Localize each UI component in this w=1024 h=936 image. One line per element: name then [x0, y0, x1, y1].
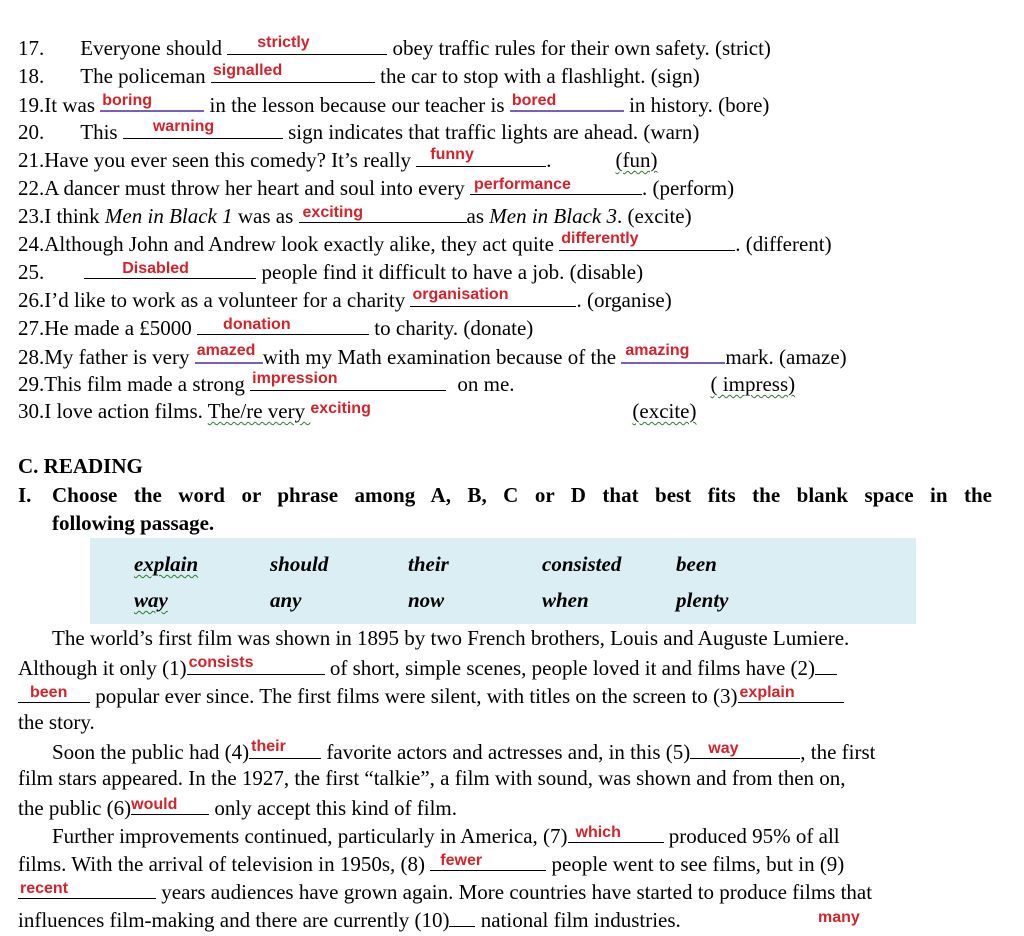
exercise-line-24	[18, 230, 832, 256]
exercise-line-19	[18, 90, 769, 117]
line-text: was as	[232, 204, 299, 228]
answer-text: consists	[188, 654, 254, 671]
exercise-line-22	[18, 174, 734, 200]
line-text: on me.	[452, 372, 515, 396]
line-text: . (perform)	[641, 176, 735, 200]
answer-text: strictly	[257, 34, 310, 51]
answer-blank[interactable]	[100, 90, 204, 112]
answer-blank-9[interactable]	[18, 878, 156, 899]
answer-blank-1[interactable]	[187, 654, 325, 675]
line-text: . (different)	[735, 232, 832, 256]
line-text: sign indicates that traffic lights are ahead. (warn)	[282, 120, 700, 144]
line-text: with my Math examination because of the	[262, 345, 622, 369]
word-box-item: consisted	[542, 552, 622, 576]
passage-line	[18, 878, 872, 904]
item-number: 30.	[18, 399, 45, 423]
line-text: only accept this kind of film.	[209, 796, 458, 820]
answer-text: organisation	[412, 286, 509, 303]
answer-blank-4[interactable]	[249, 738, 321, 759]
answer-blank[interactable]	[559, 230, 735, 251]
word-box-item: should	[270, 552, 329, 576]
line-text: as	[466, 204, 490, 228]
line-text: My father is very	[44, 345, 195, 369]
item-number: 19.	[18, 93, 45, 117]
line-text: popular ever since. The first films were silent, with titles on the screen to (3)	[90, 684, 738, 708]
answer-text: been	[30, 684, 68, 701]
line-text: I love action films.	[44, 399, 208, 423]
line-text: Although John and Andrew look exactly alike, they act quite	[44, 232, 560, 256]
passage-line	[18, 654, 837, 680]
line-text: Although it only (1)	[18, 656, 187, 680]
line-text: films. With the arrival of television in 1950s, (8)	[18, 852, 431, 876]
answer-blank[interactable]	[510, 90, 624, 112]
exercise-line-28	[18, 342, 847, 369]
answer-blank[interactable]	[410, 286, 576, 307]
word-hint: ( impress)	[710, 372, 796, 396]
passage-line	[18, 794, 457, 820]
answer-blank[interactable]	[416, 146, 546, 167]
exercise-line-20	[18, 118, 699, 144]
line-text: A dancer must throw her heart and soul into every	[44, 176, 470, 200]
word-box-item: plenty	[676, 588, 729, 612]
instruction-number: I.	[18, 483, 32, 507]
item-number: 26.	[18, 288, 45, 312]
exercise-line-25	[18, 258, 643, 284]
line-text: .	[546, 148, 552, 172]
answer-blank[interactable]	[621, 342, 725, 364]
instruction-line-1: Choose the word or phrase among A, B, C or D that best fits the blank space in the	[52, 483, 992, 507]
answer-blank[interactable]	[197, 314, 369, 335]
line-text: Everyone should	[80, 36, 228, 60]
line-text: I think	[44, 204, 105, 228]
item-number: 24.	[18, 232, 45, 256]
item-number: 27.	[18, 316, 45, 340]
exercise-line-30	[18, 398, 697, 423]
line-text: It was	[44, 93, 101, 117]
exercise-line-23	[18, 202, 692, 228]
line-text: people find it difficult to have a job. (disable)	[256, 260, 644, 284]
line-text: people went to see films, but in (9)	[546, 852, 845, 876]
answer-blank[interactable]	[195, 342, 263, 364]
answer-text: amazing	[625, 342, 690, 359]
exercise-line-17	[18, 34, 771, 60]
line-text: national film industries.	[475, 908, 681, 932]
passage-line	[18, 682, 844, 708]
line-text: Have you ever seen this comedy? It’s really	[44, 148, 417, 172]
exercise-line-18	[18, 62, 700, 88]
line-text: , the first	[800, 740, 876, 764]
word-box-item: now	[408, 588, 445, 612]
answer-text: impression	[252, 370, 338, 387]
answer-text: fewer	[440, 852, 483, 869]
line-text: He made a £5000	[44, 316, 198, 340]
answer-text: recent	[20, 880, 69, 897]
answer-text: performance	[473, 176, 571, 193]
passage-line: the story.	[18, 710, 95, 734]
line-text: to charity. (donate)	[369, 316, 534, 340]
exercise-line-26	[18, 286, 672, 312]
answer-blank-5[interactable]	[690, 738, 800, 759]
answer-blank[interactable]	[299, 202, 467, 223]
answer-blank[interactable]	[250, 370, 446, 391]
word-box-item: explain	[134, 552, 199, 576]
passage-line	[18, 850, 844, 876]
line-text: . (excite)	[616, 204, 692, 228]
answer-text: exciting	[310, 400, 371, 417]
item-number: 25.	[18, 260, 45, 284]
exercise-line-27	[18, 314, 533, 340]
answer-text: boring	[102, 92, 153, 109]
line-text: Further improvements continued, particularly in America, (7)	[52, 824, 568, 848]
answer-blank[interactable]	[211, 62, 375, 83]
answer-text: would	[131, 796, 178, 813]
answer-blank[interactable]	[310, 398, 506, 418]
item-number: 20.	[18, 120, 45, 144]
word-box-item: been	[676, 552, 717, 576]
film-title: Men in Black 1	[104, 204, 233, 228]
item-number: 22.	[18, 176, 45, 200]
line-text: of short, simple scenes, people loved it and films have (2)	[324, 656, 816, 680]
word-box-item: when	[542, 588, 589, 612]
answer-text: bored	[511, 92, 557, 109]
answer-blank-8[interactable]	[430, 850, 546, 871]
item-number: 21.	[18, 148, 45, 172]
passage-line	[52, 822, 840, 848]
film-title: Men in Black 3	[489, 204, 617, 228]
passage-line	[18, 906, 681, 932]
line-text: the car to stop with a flashlight. (sign)	[374, 64, 700, 88]
line-text: produced 95% of all	[663, 824, 840, 848]
line-text: The/re very	[207, 399, 311, 423]
answer-blank-10[interactable]	[449, 906, 475, 927]
line-text: The policeman	[80, 64, 211, 88]
item-number: 17.	[18, 36, 45, 60]
answer-blank-2[interactable]	[815, 654, 837, 675]
answer-blank[interactable]	[84, 258, 256, 279]
line-text: obey traffic rules for their own safety. (strict)	[387, 36, 771, 60]
item-number: 23.	[18, 204, 45, 228]
line-text: This film made a strong	[44, 372, 251, 396]
instruction-line-2: following passage.	[52, 511, 215, 535]
answer-blank[interactable]	[227, 34, 387, 55]
passage-line: The world’s first film was shown in 1895 by two French brothers, Louis and Auguste Lumiere.	[52, 626, 850, 650]
answer-text: donation	[223, 316, 291, 333]
item-number: 29.	[18, 372, 45, 396]
answer-text-10: many	[818, 909, 860, 926]
line-text: Soon the public had (4)	[52, 740, 250, 764]
line-text: influences film-making and there are currently (10)	[18, 908, 450, 932]
line-text: in the lesson because our teacher is	[204, 93, 510, 117]
answer-blank-2-cont[interactable]	[18, 682, 90, 703]
line-text: This	[80, 120, 123, 144]
line-text: the public (6)	[18, 796, 132, 820]
line-text: years audiences have grown again. More countries have started to produce films that	[156, 880, 873, 904]
word-box-item: way	[134, 588, 168, 612]
line-text: I’d like to work as a volunteer for a charity	[44, 288, 411, 312]
answer-blank[interactable]	[470, 174, 642, 195]
answer-blank-7[interactable]	[568, 822, 664, 843]
answer-text: amazed	[196, 342, 256, 359]
line-text: in history. (bore)	[623, 93, 770, 117]
answer-text: which	[575, 824, 621, 841]
word-hint: (excite)	[632, 399, 697, 423]
answer-text: differently	[561, 230, 639, 247]
answer-text: exciting	[302, 204, 363, 221]
word-box	[90, 538, 916, 624]
answer-text: explain	[739, 684, 795, 701]
answer-text: their	[251, 738, 286, 755]
item-number: 28.	[18, 345, 45, 369]
answer-blank-3[interactable]	[738, 682, 844, 703]
exercise-line-29	[18, 370, 795, 396]
answer-text: signalled	[212, 62, 283, 79]
answer-blank-6[interactable]	[131, 794, 209, 815]
exercise-line-21	[18, 146, 658, 172]
section-title: C. READING	[18, 454, 143, 478]
answer-text: Disabled	[122, 260, 189, 277]
answer-blank[interactable]	[123, 118, 283, 139]
line-text: mark. (amaze)	[725, 345, 847, 369]
answer-text: warning	[152, 118, 215, 135]
word-box-item: their	[408, 552, 449, 576]
word-box-item: any	[270, 588, 302, 612]
answer-text: way	[708, 740, 739, 757]
line-text: favorite actors and actresses and, in this (5)	[321, 740, 691, 764]
passage-line: film stars appeared. In the 1927, the first “talkie”, a film with sound, was shown and from then on,	[18, 766, 846, 790]
item-number: 18.	[18, 64, 45, 88]
line-text: . (organise)	[576, 288, 672, 312]
word-hint: (fun)	[615, 148, 658, 172]
passage-line	[52, 738, 876, 764]
answer-text: funny	[430, 146, 474, 163]
